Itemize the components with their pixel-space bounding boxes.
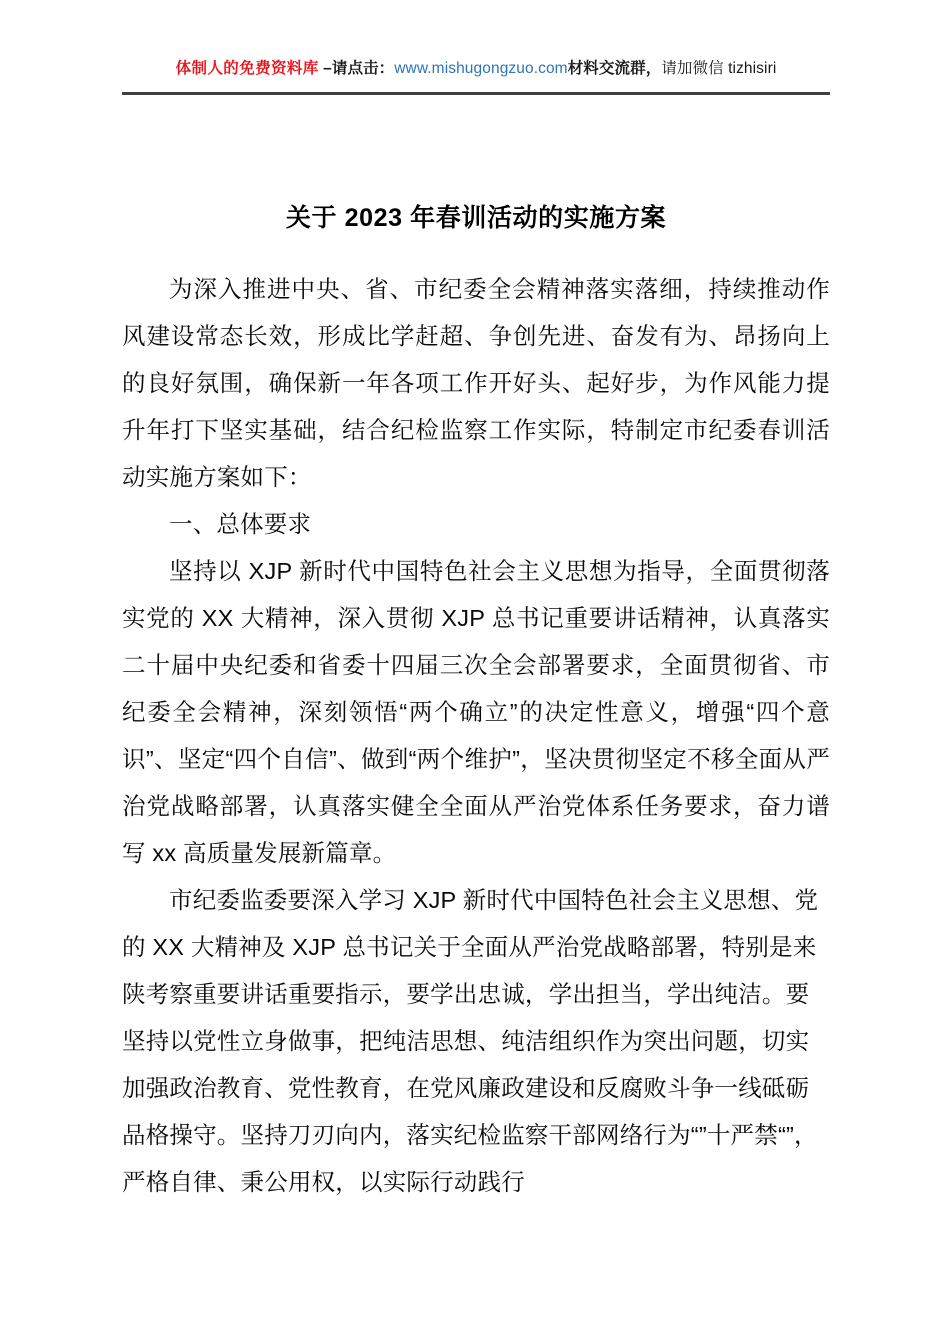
- header-group-label: 材料交流群，: [567, 60, 662, 77]
- document-title: 关于 2023 年春训活动的实施方案: [285, 204, 667, 232]
- section-heading-overall-requirements: 一、总体要求: [169, 511, 312, 537]
- paragraph-intro: 为深入推进中央、省、市纪委全会精神落实落细，持续推动作风建设常态长效，形成比学赶超、争创先进、奋发有为、昂扬向上的良好氛围，确保新一年各项工作开好头、起好步，为作风能力提升年打下坚实基础，结合纪检监察工作实际，特制定市纪委春训活动实施方案如下：: [122, 276, 830, 490]
- header-website-link[interactable]: www.mishugongzuo.com: [394, 60, 568, 77]
- running-header: [122, 56, 830, 82]
- header-brand-label: 体制人的免费资料库: [175, 60, 319, 77]
- header-wechat-label: 请加微信 tizhisiri: [661, 60, 777, 77]
- header-divider-rule: [122, 92, 830, 95]
- header-text-line: [122, 56, 830, 82]
- header-click-prompt: –请点击：: [318, 60, 395, 77]
- paragraph-study-requirements: 市纪委监委要深入学习 XJP 新时代中国特色社会主义思想、党的 XX 大精神及 XJP 总书记关于全面从严治党战略部署，特别是来陕考察重要讲话重要指示，要学出忠诚，学出担当，学出纯洁。要坚持以党性立身做事，把纯洁思想、纯洁组织作为突出问题，切实加强政治教育、党性教育，在党风廉政建设和反腐败斗争一线砥砺品格操守。坚持刀刃向内，落实纪检监察干部网络行为“”十严禁“”，严格自律、秉公用权，以实际行动践行: [122, 887, 819, 1195]
- document-body: [122, 196, 830, 1206]
- paragraph-guiding-thought: 坚持以 XJP 新时代中国特色社会主义思想为指导，全面贯彻落实党的 XX 大精神，深入贯彻 XJP 总书记重要讲话精神，认真落实二十届中央纪委和省委十四届三次全会部署要求，全面贯彻省、市纪委全会精神，深刻领悟“两个确立”的决定性意义，增强“四个意识”、坚定“四个自信”、做到“两个维护”，坚决贯彻坚定不移全面从严治党战略部署，认真落实健全全面从严治党体系任务要求，奋力谱写 xx 高质量发展新篇章。: [122, 558, 830, 866]
